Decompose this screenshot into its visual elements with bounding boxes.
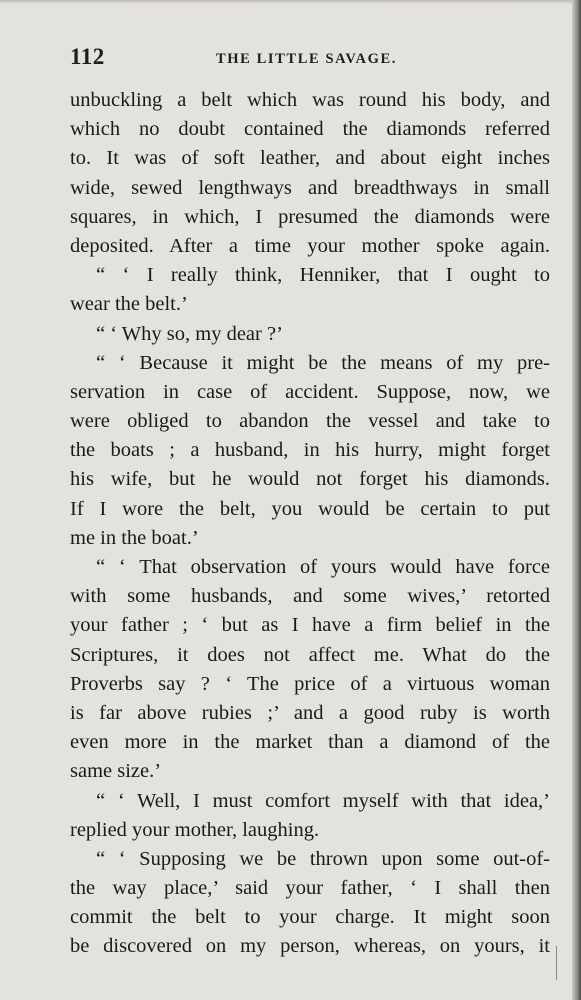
text-line: servation in case of accident. Suppose, now, we (70, 380, 550, 403)
text-line: commit the belt to your charge. It might soon (70, 906, 550, 929)
text-line: “ ‘ Because it might be the means of my pre- (96, 351, 550, 374)
text-line: wear the belt.’ (70, 293, 188, 316)
margin-mark (553, 946, 557, 980)
text-line: with some husbands, and some wives,’ retorted (70, 585, 550, 608)
text-line: If I wore the belt, you would be certain to put (70, 497, 550, 520)
text-line: the boats ; a husband, in his hurry, might forget (70, 439, 550, 462)
text-line: “ ‘ I really think, Henniker, that I ought to (96, 264, 550, 287)
body-text (70, 86, 550, 962)
text-line: the way place,’ said your father, ‘ I shall then (70, 877, 550, 900)
text-line: Proverbs say ? ‘ The price of a virtuous woman (70, 672, 550, 695)
page-binding-edge (572, 0, 581, 1000)
text-line: Scriptures, it does not affect me. What do the (70, 643, 550, 666)
text-line: “ ‘ That observation of yours would have force (96, 556, 550, 578)
text-line: deposited. After a time your mother spoke again. (70, 234, 550, 257)
text-line: “ ‘ Well, I must comfort myself with that idea,’ (96, 789, 550, 812)
text-line: were obliged to abandon the vessel and take to (70, 410, 550, 433)
text-line: squares, in which, I presumed the diamonds were (70, 205, 550, 228)
text-line: wide, sewed lengthways and breadthways in small (70, 176, 550, 199)
text-line: to. It was of soft leather, and about eight inches (70, 147, 550, 170)
running-head: THE LITTLE SAVAGE. (216, 51, 397, 67)
text-line: replied your mother, laughing. (70, 818, 320, 841)
text-line: your father ; ‘ but as I have a firm belief in the (70, 614, 550, 637)
text-line: same size.’ (70, 760, 162, 783)
page-header (70, 44, 550, 74)
text-line: his wife, but he would not forget his diamonds. (70, 468, 550, 491)
page-number: 112 (70, 44, 105, 69)
text-line: unbuckling a belt which was round his body, and (70, 89, 550, 111)
text-line: me in the boat.’ (70, 526, 199, 549)
text-line: be discovered on my person, whereas, on yours, it (70, 935, 550, 958)
text-line: which no doubt contained the diamonds referred (70, 118, 550, 141)
text-line: even more in the market than a diamond of the (70, 731, 550, 754)
text-line: “ ‘ Why so, my dear ?’ (96, 322, 283, 345)
text-line: “ ‘ Supposing we be thrown upon some out-of- (96, 847, 550, 870)
page-top-edge (0, 0, 581, 4)
text-line: is far above rubies ;’ and a good ruby is worth (70, 701, 550, 724)
